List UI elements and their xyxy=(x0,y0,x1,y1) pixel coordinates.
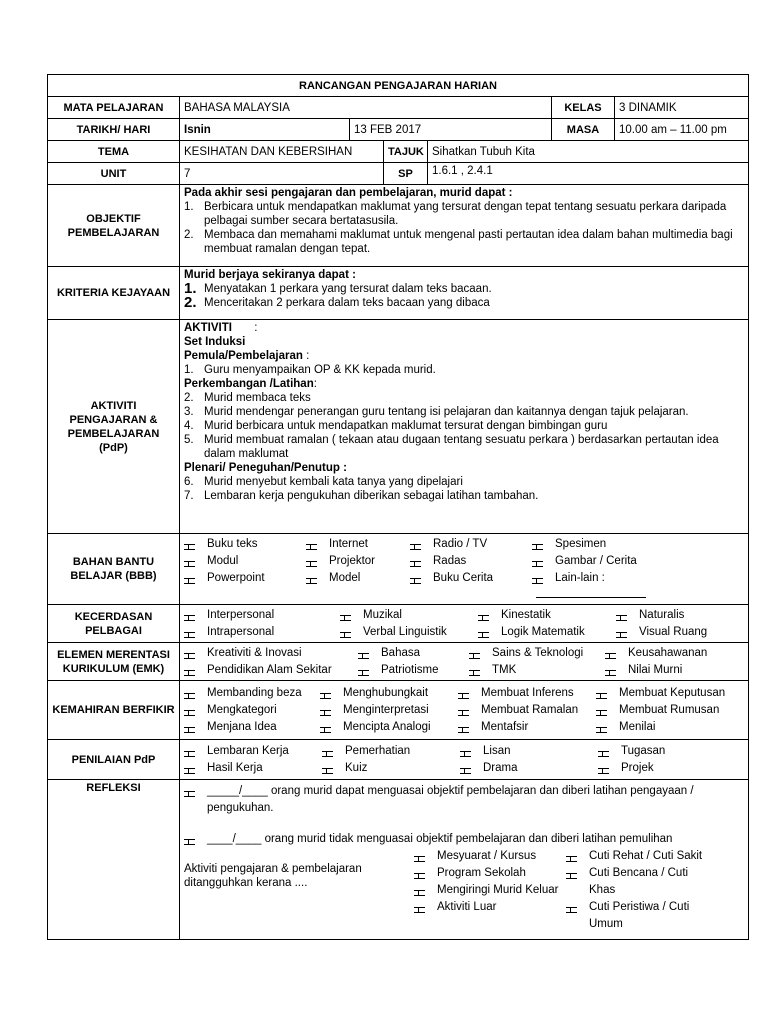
emk-content xyxy=(180,643,749,681)
checklist-item[interactable] xyxy=(596,719,744,736)
objektif-list xyxy=(184,200,744,256)
tema-value: KESIHATAN DAN KEBERSIHAN xyxy=(180,141,384,163)
checklist-label: Patriotisme xyxy=(381,663,439,676)
checklist-label: Menilai xyxy=(619,720,656,733)
checklist-item[interactable] xyxy=(532,553,744,570)
perkembangan-list xyxy=(184,391,744,461)
item-text: Berbicara untuk mendapatkan maklumat yang tersurat dengan tepat tentang sesuatu perkara daripada pelbagai sumber secara bertatasusila. xyxy=(204,201,727,227)
lesson-plan-table xyxy=(47,74,749,940)
checkbox-icon[interactable] xyxy=(616,615,627,621)
checklist-item[interactable] xyxy=(566,848,706,865)
checklist-label: Pemerhatian xyxy=(345,744,411,757)
checklist-item[interactable] xyxy=(184,685,316,702)
masa-label: MASA xyxy=(552,119,615,141)
checklist-label: Radas xyxy=(433,555,467,567)
checklist-item[interactable] xyxy=(596,702,744,719)
checklist-item[interactable] xyxy=(184,607,336,624)
checklist-label: Mengiringi Murid Keluar xyxy=(437,884,559,896)
checklist-label: Kreativiti & Inovasi xyxy=(207,646,302,659)
checklist-label: Cuti Rehat / Cuti Sakit xyxy=(589,850,703,862)
item-text: Menceritakan 2 perkara dalam teks bacaan yang dibaca xyxy=(204,297,490,309)
checklist-item[interactable] xyxy=(340,624,474,641)
checklist-item[interactable] xyxy=(184,624,336,641)
item-text: Murid membuat ramalan ( tekaan atau dugaan tentang sesuatu perkara ) berdasarkan pertautan idea dalam maklumat xyxy=(204,434,719,460)
hari-value: Isnin xyxy=(180,119,350,141)
checklist-label: Radio / TV xyxy=(433,538,488,550)
checklist-label: Projektor xyxy=(329,555,376,567)
checklist-label: Spesimen xyxy=(555,538,607,550)
checklist-item[interactable] xyxy=(605,645,744,662)
checklist-label: Visual Ruang xyxy=(639,625,708,638)
checkbox-icon[interactable] xyxy=(414,856,425,862)
aktiviti-heading-colon: : xyxy=(254,322,258,334)
pemula-heading-colon: : xyxy=(302,350,310,362)
checklist-item[interactable] xyxy=(410,536,528,553)
checkbox-icon[interactable] xyxy=(184,727,195,733)
refleksi-line-1[interactable] xyxy=(184,783,744,817)
checkbox-icon[interactable] xyxy=(306,578,317,584)
ditangguh-section xyxy=(184,848,744,933)
checkbox-icon[interactable] xyxy=(184,839,195,845)
checklist-item[interactable] xyxy=(458,685,592,702)
checklist-item[interactable] xyxy=(532,570,744,587)
objektif-label: OBJEKTIF PEMBELAJARAN xyxy=(48,185,180,267)
emk-label: ELEMEN MERENTASI KURIKULUM (EMK) xyxy=(48,643,180,681)
checklist-item[interactable] xyxy=(469,662,601,679)
checkbox-icon[interactable] xyxy=(566,856,577,862)
checkbox-icon[interactable] xyxy=(605,653,616,659)
checklist-label: Projek xyxy=(621,761,654,774)
refleksi-line-2[interactable] xyxy=(184,831,744,848)
checkbox-icon[interactable] xyxy=(322,768,333,774)
sp-value: 1.6.1 , 2.4.1 xyxy=(428,163,749,185)
penilaian-label: PENILAIAN PdP xyxy=(48,740,180,780)
checkbox-icon[interactable] xyxy=(460,768,471,774)
checklist-item[interactable] xyxy=(478,607,612,624)
checkbox-icon[interactable] xyxy=(414,907,425,913)
checkbox-icon[interactable] xyxy=(320,710,331,716)
checklist-label: Model xyxy=(329,572,361,584)
checklist-item[interactable] xyxy=(340,607,474,624)
reasons-left xyxy=(414,848,566,933)
checklist-item[interactable] xyxy=(598,760,744,777)
checklist-item[interactable] xyxy=(320,685,454,702)
plenari-heading: Plenari/ Peneguhan/Penutup : xyxy=(184,462,347,474)
item-number: 2. xyxy=(184,294,197,311)
checkbox-icon[interactable] xyxy=(458,710,469,716)
checkbox-icon[interactable] xyxy=(460,751,471,757)
checklist-label: Cuti Peristiwa / Cuti Umum xyxy=(589,901,690,930)
checklist-item[interactable] xyxy=(184,743,318,760)
checkbox-icon[interactable] xyxy=(458,727,469,733)
checkbox-icon[interactable] xyxy=(532,561,543,567)
refleksi-text-1: orang murid dapat menguasai objektif pembelajaran dan diberi latihan pengayaan / pengukuhan. xyxy=(207,785,694,814)
checklist-label: Lembaran Kerja xyxy=(207,744,289,757)
list-item xyxy=(184,282,744,296)
checklist-label: Membanding beza xyxy=(207,686,302,699)
checkbox-icon[interactable] xyxy=(596,693,607,699)
list-item xyxy=(184,200,744,228)
checklist-label: Menjana Idea xyxy=(207,720,277,733)
item-number: 6. xyxy=(184,476,194,488)
checkbox-icon[interactable] xyxy=(320,693,331,699)
item-number: 1. xyxy=(184,201,194,213)
checkbox-icon[interactable] xyxy=(566,907,577,913)
checklist-item[interactable] xyxy=(184,702,316,719)
kriteria-content xyxy=(180,267,749,320)
checkbox-icon[interactable] xyxy=(410,561,421,567)
checklist-label: Kuiz xyxy=(345,761,368,774)
checklist-item[interactable] xyxy=(458,702,592,719)
checkbox-icon[interactable] xyxy=(184,578,195,584)
mata-pelajaran-value: BAHASA MALAYSIA xyxy=(180,97,552,119)
tema-label: TEMA xyxy=(48,141,180,163)
plenari-list xyxy=(184,475,744,503)
checklist-item[interactable] xyxy=(410,553,528,570)
refleksi-line-1-text xyxy=(207,783,744,817)
checklist-label: Cuti Bencana / Cuti Khas xyxy=(589,867,689,896)
mata-pelajaran-label: MATA PELAJARAN xyxy=(48,97,180,119)
checklist-item[interactable] xyxy=(532,536,744,553)
checklist-item[interactable] xyxy=(306,553,406,570)
checklist-item[interactable] xyxy=(358,645,465,662)
item-number: 1. xyxy=(184,364,194,376)
list-item xyxy=(184,419,744,433)
checkbox-icon[interactable] xyxy=(414,890,425,896)
checklist-label: Bahasa xyxy=(381,646,421,659)
ditangguh-text: Aktiviti pengajaran & pembelajaran ditangguhkan kerana .... xyxy=(184,863,362,889)
kriteria-list xyxy=(184,282,744,310)
checklist-label: Naturalis xyxy=(639,608,685,621)
checklist-label: Lisan xyxy=(483,744,511,757)
checklist-item[interactable] xyxy=(458,719,592,736)
checklist-item[interactable] xyxy=(184,645,354,662)
tajuk-label: TAJUK xyxy=(384,141,428,163)
checklist-label: Membuat Inferens xyxy=(481,686,574,699)
list-item xyxy=(184,296,744,310)
objektif-content xyxy=(180,185,749,267)
pemula-heading xyxy=(184,349,744,363)
checklist-item[interactable] xyxy=(460,743,594,760)
checkbox-icon[interactable] xyxy=(478,632,489,638)
perkembangan-heading-colon: : xyxy=(313,378,317,390)
checklist-item[interactable] xyxy=(184,760,318,777)
checklist-item[interactable] xyxy=(184,719,316,736)
refleksi-label: REFLEKSI xyxy=(48,780,180,940)
checklist-item[interactable] xyxy=(566,899,706,933)
checkbox-icon[interactable] xyxy=(414,873,425,879)
kemahiran-content xyxy=(180,681,749,740)
checklist-item[interactable] xyxy=(306,536,406,553)
checkbox-icon[interactable] xyxy=(566,873,577,879)
checklist-label: Keusahawanan xyxy=(628,646,708,659)
item-number: 5. xyxy=(184,434,194,446)
checklist-item[interactable] xyxy=(616,624,744,641)
kecerdasan-content xyxy=(180,605,749,643)
kelas-value: 3 DINAMIK xyxy=(615,97,749,119)
checklist-label: Hasil Kerja xyxy=(207,761,263,774)
checklist-label: Membuat Keputusan xyxy=(619,686,726,699)
checklist-label: Mengkategori xyxy=(207,703,277,716)
checklist-item[interactable] xyxy=(184,662,354,679)
refleksi-blank-1[interactable]: _____/____ xyxy=(207,785,268,797)
kemahiran-label: KEMAHIRAN BERFIKIR xyxy=(48,681,180,740)
list-item xyxy=(184,391,744,405)
checkbox-icon[interactable] xyxy=(306,561,317,567)
aktiviti-label: AKTIVITI PENGAJARAN & PEMBELAJARAN (PdP) xyxy=(48,320,180,534)
checkbox-icon[interactable] xyxy=(598,768,609,774)
item-text: Murid menyebut kembali kata tanya yang dipelajari xyxy=(204,476,463,488)
list-item xyxy=(184,405,744,419)
checkbox-icon[interactable] xyxy=(184,710,195,716)
checkbox-icon[interactable] xyxy=(184,544,195,550)
kecerdasan-label: KECERDASAN PELBAGAI xyxy=(48,605,180,643)
checklist-item[interactable] xyxy=(478,624,612,641)
perkembangan-heading-text: Perkembangan /Latihan xyxy=(184,378,314,390)
checklist-item[interactable] xyxy=(358,662,465,679)
checkbox-icon[interactable] xyxy=(184,615,195,621)
unit-value: 7 xyxy=(180,163,384,185)
checklist-label: Kinestatik xyxy=(501,608,551,621)
item-number: 4. xyxy=(184,420,194,432)
checkbox-icon[interactable] xyxy=(358,670,369,676)
aktiviti-content xyxy=(180,320,749,534)
tajuk-value: Sihatkan Tubuh Kita xyxy=(428,141,749,163)
checkbox-icon[interactable] xyxy=(340,632,351,638)
item-number: 7. xyxy=(184,490,194,502)
checklist-label: Nilai Murni xyxy=(628,663,683,676)
checklist-label: Menginterpretasi xyxy=(343,703,429,716)
checkbox-icon[interactable] xyxy=(598,751,609,757)
refleksi-text-2: orang murid tidak menguasai objektif pembelajaran dan diberi latihan pemulihan xyxy=(261,833,673,845)
lain-lain-input-line[interactable] xyxy=(536,587,646,598)
aktiviti-heading xyxy=(184,321,744,335)
checklist-item[interactable] xyxy=(616,607,744,624)
checkbox-icon[interactable] xyxy=(184,693,195,699)
tarikh-value: 13 FEB 2017 xyxy=(350,119,552,141)
item-text: Menyatakan 1 perkara yang tersurat dalam teks bacaan. xyxy=(204,283,492,295)
objektif-intro: Pada akhir sesi pengajaran dan pembelajaran, murid dapat : xyxy=(184,187,513,199)
checkbox-icon[interactable] xyxy=(596,710,607,716)
checkbox-icon[interactable] xyxy=(596,727,607,733)
penilaian-content xyxy=(180,740,749,780)
checklist-label: Aktiviti Luar xyxy=(437,901,497,913)
checklist-label: Powerpoint xyxy=(207,572,265,584)
checkbox-icon[interactable] xyxy=(184,768,195,774)
list-item xyxy=(184,475,744,489)
kriteria-intro: Murid berjaya sekiranya dapat : xyxy=(184,269,356,281)
checkbox-icon[interactable] xyxy=(184,653,195,659)
checklist-item[interactable] xyxy=(414,899,566,916)
item-number: 2. xyxy=(184,392,194,404)
checkbox-icon[interactable] xyxy=(605,670,616,676)
checklist-item[interactable] xyxy=(414,865,566,882)
item-text: Membaca dan memahami maklumat untuk mengenal pasti pertautan idea dalam bahan multimedia bagi membuat ramalan dengan tepat. xyxy=(204,229,733,255)
checklist-item[interactable] xyxy=(605,662,744,679)
checkbox-icon[interactable] xyxy=(184,670,195,676)
tarikh-label: TARIKH/ HARI xyxy=(48,119,180,141)
aktiviti-heading-text: AKTIVITI xyxy=(184,322,232,334)
checklist-label: Buku Cerita xyxy=(433,572,494,584)
set-induksi-heading: Set Induksi xyxy=(184,336,246,348)
checkbox-icon[interactable] xyxy=(322,751,333,757)
checklist-label: Lain-lain : xyxy=(555,572,605,584)
page-title: RANCANGAN PENGAJARAN HARIAN xyxy=(48,75,749,97)
checkbox-icon[interactable] xyxy=(532,578,543,584)
penilaian-checklist xyxy=(184,743,744,777)
checkbox-icon[interactable] xyxy=(306,544,317,550)
checklist-label: Interpersonal xyxy=(207,608,275,621)
checklist-label: Internet xyxy=(329,538,368,550)
kriteria-label: KRITERIA KEJAYAAN xyxy=(48,267,180,320)
checkbox-icon[interactable] xyxy=(532,544,543,550)
checkbox-icon[interactable] xyxy=(478,615,489,621)
emk-checklist xyxy=(184,645,744,679)
kemahiran-checklist xyxy=(184,685,744,736)
kecerdasan-checklist xyxy=(184,607,744,641)
checkbox-icon[interactable] xyxy=(184,791,195,797)
checklist-item[interactable] xyxy=(469,645,601,662)
checklist-item[interactable] xyxy=(306,570,406,587)
checklist-item[interactable] xyxy=(460,760,594,777)
checklist-label: Logik Matematik xyxy=(501,625,585,638)
checkbox-icon[interactable] xyxy=(458,693,469,699)
checklist-label: Verbal Linguistik xyxy=(363,625,447,638)
item-text: Guru menyampaikan OP & KK kepada murid. xyxy=(204,364,436,376)
checkbox-icon[interactable] xyxy=(410,544,421,550)
checklist-item[interactable] xyxy=(410,570,528,587)
masa-value: 10.00 am – 11.00 pm xyxy=(615,119,749,141)
checklist-item[interactable] xyxy=(598,743,744,760)
sp-label: SP xyxy=(384,163,428,185)
checklist-item[interactable] xyxy=(414,848,566,865)
checklist-item[interactable] xyxy=(184,553,302,570)
unit-label: UNIT xyxy=(48,163,180,185)
kelas-label: KELAS xyxy=(552,97,615,119)
checklist-label: Mencipta Analogi xyxy=(343,720,431,733)
checkbox-icon[interactable] xyxy=(320,727,331,733)
checkbox-icon[interactable] xyxy=(469,653,480,659)
refleksi-blank-2[interactable]: ____/____ xyxy=(207,833,262,845)
checkbox-icon[interactable] xyxy=(616,632,627,638)
checklist-item[interactable] xyxy=(322,760,456,777)
list-item xyxy=(184,228,744,256)
checklist-label: Muzikal xyxy=(363,608,402,621)
checklist-label: Sains & Teknologi xyxy=(492,646,584,659)
bbb-checklist xyxy=(184,536,744,587)
refleksi-line-2-text xyxy=(207,831,672,848)
checklist-label: Buku teks xyxy=(207,538,258,550)
checklist-item[interactable] xyxy=(596,685,744,702)
checkbox-icon[interactable] xyxy=(184,751,195,757)
checklist-label: Modul xyxy=(207,555,239,567)
checklist-item[interactable] xyxy=(322,743,456,760)
lesson-plan-sheet xyxy=(47,74,748,943)
checklist-item[interactable] xyxy=(414,882,566,899)
checkbox-icon[interactable] xyxy=(184,561,195,567)
item-number: 3. xyxy=(184,406,194,418)
bbb-content xyxy=(180,534,749,605)
item-text: Murid membaca teks xyxy=(204,392,311,404)
refleksi-content xyxy=(180,780,749,940)
bbb-label: BAHAN BANTU BELAJAR (BBB) xyxy=(48,534,180,605)
checklist-label: Program Sekolah xyxy=(437,867,526,879)
perkembangan-heading xyxy=(184,377,744,391)
checklist-label: Pendidikan Alam Sekitar xyxy=(207,663,332,676)
item-text: Murid mendengar penerangan guru tentang isi pelajaran dan kaitannya dengan tajuk pelajaran. xyxy=(204,406,689,418)
checkbox-icon[interactable] xyxy=(340,615,351,621)
checklist-label: Mesyuarat / Kursus xyxy=(437,850,537,862)
list-item xyxy=(184,433,744,461)
checklist-item[interactable] xyxy=(320,702,454,719)
checklist-label: TMK xyxy=(492,663,517,676)
item-text: Lembaran kerja pengukuhan diberikan sebagai latihan tambahan. xyxy=(204,490,539,502)
checkbox-icon[interactable] xyxy=(184,632,195,638)
checklist-label: Menghubungkait xyxy=(343,686,429,699)
checkbox-icon[interactable] xyxy=(469,670,480,676)
list-item xyxy=(184,489,744,503)
item-number: 2. xyxy=(184,229,194,241)
item-number: 1. xyxy=(184,280,197,297)
checklist-label: Gambar / Cerita xyxy=(555,555,637,567)
pemula-heading-text: Pemula/Pembelajaran xyxy=(184,350,303,362)
checklist-label: Drama xyxy=(483,761,518,774)
checklist-item[interactable] xyxy=(184,536,302,553)
list-item xyxy=(184,363,744,377)
checklist-label: Membuat Rumusan xyxy=(619,703,720,716)
checkbox-icon[interactable] xyxy=(410,578,421,584)
checklist-item[interactable] xyxy=(566,865,706,899)
checklist-label: Tugasan xyxy=(621,744,666,757)
checklist-label: Membuat Ramalan xyxy=(481,703,579,716)
item-text: Murid berbicara untuk mendapatkan maklumat tersurat dengan bimbingan guru xyxy=(204,420,608,432)
reasons-right xyxy=(566,848,706,933)
checklist-label: Intrapersonal xyxy=(207,625,275,638)
checklist-item[interactable] xyxy=(184,570,302,587)
checklist-item[interactable] xyxy=(320,719,454,736)
checklist-label: Mentafsir xyxy=(481,720,529,733)
checkbox-icon[interactable] xyxy=(358,653,369,659)
pemula-list xyxy=(184,363,744,377)
